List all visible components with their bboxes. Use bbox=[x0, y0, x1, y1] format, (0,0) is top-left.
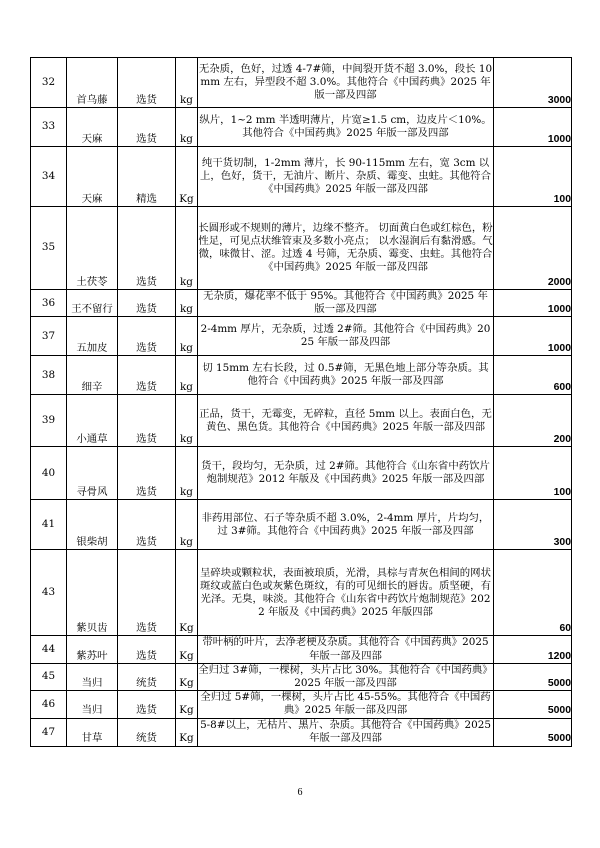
grade-cell: 选货 bbox=[118, 207, 176, 290]
unit-cell: kg bbox=[176, 290, 198, 317]
unit-cell: kg bbox=[176, 447, 198, 500]
herb-name-cell: 小通草 bbox=[67, 395, 118, 447]
spec-table bbox=[30, 57, 572, 747]
quantity-cell: 2000 bbox=[494, 207, 572, 290]
quality-spec-cell: 正品，货干，无霉变，无碎粒，直径 5mm 以上。表面白色，无黄色、黑色货。其他符合《中国药典》2025 年版一部及四部 bbox=[198, 395, 494, 447]
quantity-cell: 60 bbox=[494, 550, 572, 636]
grade-cell: 选货 bbox=[118, 395, 176, 447]
herb-name-cell: 细辛 bbox=[67, 356, 118, 395]
unit-cell: kg bbox=[176, 395, 198, 447]
grade-cell: 选货 bbox=[118, 58, 176, 108]
herb-name-cell: 银柴胡 bbox=[67, 500, 118, 550]
table-row bbox=[31, 58, 572, 108]
herb-name-cell: 天麻 bbox=[67, 147, 118, 207]
quality-spec-cell: 带叶柄的叶片，去净老梗及杂质。其他符合《中国药典》2025 年版一部及四部 bbox=[198, 636, 494, 663]
herb-name-cell: 当归 bbox=[67, 663, 118, 690]
table-row bbox=[31, 636, 572, 663]
herb-name-cell: 天麻 bbox=[67, 108, 118, 147]
row-number-cell: 39 bbox=[31, 395, 67, 447]
grade-cell: 精选 bbox=[118, 147, 176, 207]
quality-spec-cell: 2-4mm 厚片，无杂质，过透 2#筛。其他符合《中国药典》2025 年版一部及四部 bbox=[198, 317, 494, 356]
grade-cell: 选货 bbox=[118, 356, 176, 395]
quality-spec-cell: 全归过 5#筛，一棵树，头片占比 45-55%。其他符合《中国药典》2025 年版一部及四部 bbox=[198, 691, 494, 718]
table-row bbox=[31, 395, 572, 447]
table-row bbox=[31, 317, 572, 356]
quality-spec-cell: 长圆形或不规则的薄片，边缘不整齐。 切面黄白色或红棕色，粉性足，可见点状维管束及多数小亮点； 以水湿润后有黏滑感。气微，味微甘、涩。过透 4 号筛，无杂质、霉变、虫蛀。其他符合《中国药典》2025 年版一部及四部 bbox=[198, 207, 494, 290]
table-row bbox=[31, 691, 572, 718]
row-number-cell: 41 bbox=[31, 500, 67, 550]
quantity-cell: 300 bbox=[494, 500, 572, 550]
unit-cell: kg bbox=[176, 500, 198, 550]
unit-cell: Kg bbox=[176, 663, 198, 690]
herb-name-cell: 首乌藤 bbox=[67, 58, 118, 108]
grade-cell: 统货 bbox=[118, 663, 176, 690]
row-number-cell: 46 bbox=[31, 691, 67, 718]
quantity-cell: 5000 bbox=[494, 663, 572, 690]
grade-cell: 选货 bbox=[118, 550, 176, 636]
quantity-cell: 100 bbox=[494, 147, 572, 207]
herb-name-cell: 紫贝齿 bbox=[67, 550, 118, 636]
quality-spec-cell: 纯干货切制，1-2mm 薄片，长 90-115mm 左右，宽 3cm 以上，色好，货干，无油片、断片、杂质、霉变、虫蛀。其他符合《中国药典》2025 年版一部及四部 bbox=[198, 147, 494, 207]
grade-cell: 选货 bbox=[118, 636, 176, 663]
herb-name-cell: 紫苏叶 bbox=[67, 636, 118, 663]
quantity-cell: 200 bbox=[494, 395, 572, 447]
row-number-cell: 44 bbox=[31, 636, 67, 663]
quantity-cell: 100 bbox=[494, 447, 572, 500]
quantity-cell: 600 bbox=[494, 356, 572, 395]
unit-cell: Kg bbox=[176, 718, 198, 746]
table-row bbox=[31, 108, 572, 147]
grade-cell: 选货 bbox=[118, 317, 176, 356]
row-number-cell: 47 bbox=[31, 718, 67, 746]
herb-name-cell: 寻骨风 bbox=[67, 447, 118, 500]
row-number-cell: 43 bbox=[31, 550, 67, 636]
table-row bbox=[31, 663, 572, 690]
table-row bbox=[31, 447, 572, 500]
quantity-cell: 1000 bbox=[494, 108, 572, 147]
table-row bbox=[31, 356, 572, 395]
quality-spec-cell: 全归过 3#筛，一棵树，头片占比 30%。其他符合《中国药典》2025 年版一部及四部 bbox=[198, 663, 493, 690]
unit-cell: kg bbox=[176, 58, 198, 108]
grade-cell: 选货 bbox=[118, 108, 176, 147]
unit-cell: kg bbox=[176, 317, 198, 356]
unit-cell: Kg bbox=[176, 691, 198, 718]
grade-cell: 选货 bbox=[118, 290, 176, 317]
quantity-cell: 5000 bbox=[494, 718, 572, 746]
quantity-cell: 1200 bbox=[494, 636, 572, 663]
unit-cell: Kg bbox=[176, 550, 198, 636]
unit-cell: kg bbox=[176, 108, 198, 147]
row-number-cell: 35 bbox=[31, 207, 67, 290]
row-number-cell: 36 bbox=[31, 290, 67, 317]
quality-spec-cell: 呈碎块或颗粒状，表面被琅质，光滑，具棕与青灰色相间的网状斑纹或蓝白色或灰紫色斑纹，有的可见细长的唇齿。质坚硬，有光泽。无臭，味淡。其他符合《山东省中药饮片炮制规范》2022 年版及《中国药典》2025 年版四部 bbox=[198, 550, 494, 636]
row-number-cell: 34 bbox=[31, 147, 67, 207]
row-number-cell: 38 bbox=[31, 356, 67, 395]
unit-cell: Kg bbox=[176, 636, 198, 663]
quantity-cell: 1000 bbox=[494, 317, 572, 356]
row-number-cell: 40 bbox=[31, 447, 67, 500]
quality-spec-cell: 无杂质，色好，过透 4-7#筛，中间裂开货不超 3.0%，段长 10mm 左右，异型段不超 3.0%。其他符合《中国药典》2025 年版一部及四部 bbox=[198, 58, 494, 108]
table-row bbox=[31, 147, 572, 207]
page-number: 6 bbox=[297, 787, 303, 798]
quantity-cell: 5000 bbox=[494, 691, 572, 718]
quality-spec-cell: 无杂质，爆花率不低于 95%。其他符合《中国药典》2025 年版一部及四部 bbox=[198, 290, 494, 317]
table-row bbox=[31, 207, 572, 290]
table-row bbox=[31, 550, 572, 636]
unit-cell: kg bbox=[176, 207, 198, 290]
grade-cell: 选货 bbox=[118, 500, 176, 550]
herb-name-cell: 甘草 bbox=[67, 718, 118, 746]
spec-table-body bbox=[31, 58, 572, 747]
grade-cell: 选货 bbox=[118, 691, 176, 718]
quality-spec-cell: 货干，段均匀，无杂质，过 2#筛。其他符合《山东省中药饮片炮制规范》2012 年版及《中国药典》2025 年版一部及四部 bbox=[198, 447, 494, 500]
row-number-cell: 45 bbox=[31, 663, 67, 690]
table-row bbox=[31, 290, 572, 317]
unit-cell: Kg bbox=[176, 147, 198, 207]
quantity-cell: 3000 bbox=[494, 58, 572, 108]
quality-spec-cell: 5-8#以上，无枯片、黑片、杂质。其他符合《中国药典》2025 年版一部及四部 bbox=[198, 718, 494, 746]
table-row bbox=[31, 500, 572, 550]
row-number-cell: 37 bbox=[31, 317, 67, 356]
quality-spec-cell: 切 15mm 左右长段，过 0.5#筛，无黑色地上部分等杂质。其他符合《中国药典》2025 年版一部及四部 bbox=[198, 356, 494, 395]
quality-spec-cell: 纵片，1~2 mm 半透明薄片，片宽≥1.5 cm，边皮片＜10%。其他符合《中国药典》2025 年版一部及四部 bbox=[198, 108, 494, 147]
herb-name-cell: 王不留行 bbox=[67, 290, 118, 317]
table-row bbox=[31, 718, 572, 746]
quality-spec-cell: 非药用部位、石子等杂质不超 3.0%，2-4mm 厚片，片均匀，过 3#筛。其他符合《中国药典》2025 年版一部及四部 bbox=[198, 500, 494, 550]
grade-cell: 选货 bbox=[118, 447, 176, 500]
quantity-cell: 1000 bbox=[494, 290, 572, 317]
row-number-cell: 33 bbox=[31, 108, 67, 147]
row-number-cell: 32 bbox=[31, 58, 67, 108]
grade-cell: 统货 bbox=[118, 718, 176, 746]
herb-name-cell: 五加皮 bbox=[67, 317, 118, 356]
herb-name-cell: 土茯苓 bbox=[67, 207, 118, 290]
herb-name-cell: 当归 bbox=[67, 691, 118, 718]
unit-cell: kg bbox=[176, 356, 198, 395]
